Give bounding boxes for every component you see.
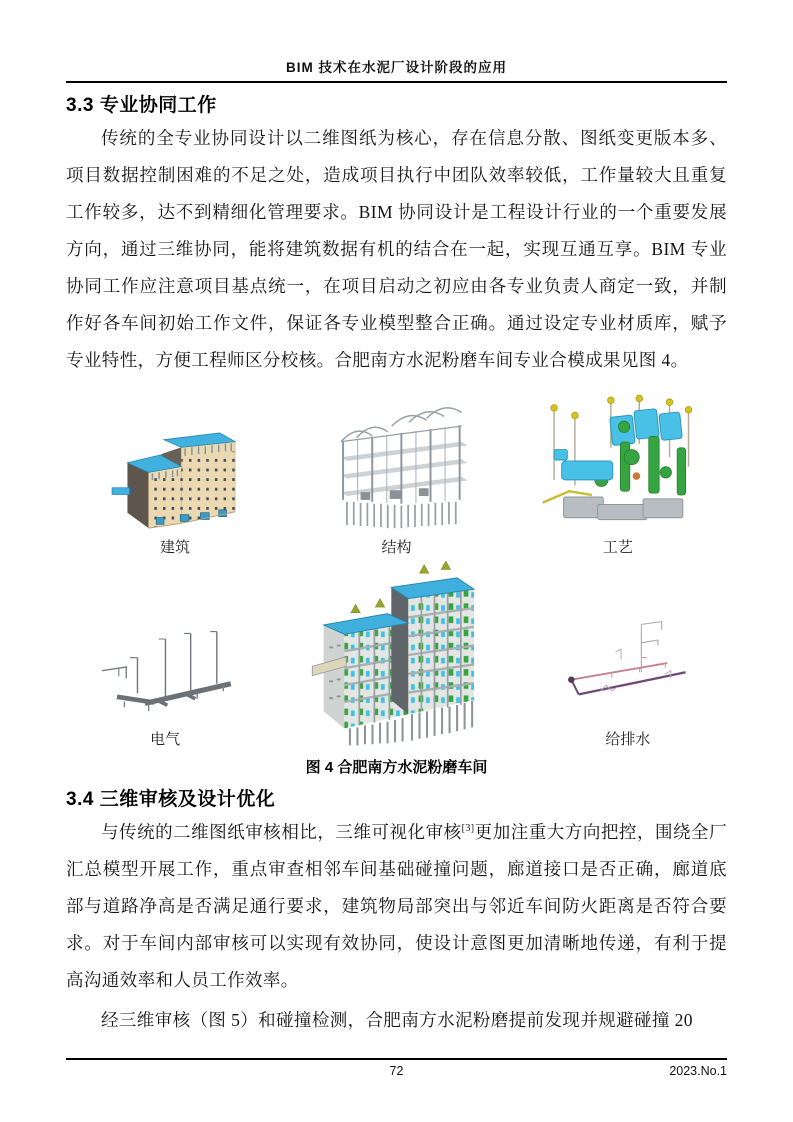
section-3-3-heading: 3.3 专业协同工作 [66,95,217,116]
figure-4-row-2 [66,561,727,749]
figure-cell-combined-model [264,561,528,749]
architecture-label: 建筑 [160,540,191,556]
para-text-after-ref: 更加注重大方向把控，围绕全厂汇总模型开展工作，重点审查相邻车间基础碰撞问题，廊道接口是否正确，廊道底部与道路净高是否满足通行要求，建筑物局部突出与邻近车间防火距离是否符合要求。对于车间内部审核可以实现有效协同，使设计意图更加清晰地传递，有利于提高沟通效率和人员工作效率。 [66,822,727,990]
figure-4 [66,389,727,777]
running-header [66,56,727,83]
figure-cell-structure [287,395,505,557]
process-label: 工艺 [602,540,633,556]
figure-cell-process [509,389,727,557]
structure-label: 结构 [381,540,412,556]
electrical-model-image [90,611,240,723]
section-3-4-paragraph-1 [66,814,727,999]
section-3-4-paragraph-2: 经三维审核（图 5）和碰撞检测，合肥南方水泥粉磨提前发现并规避碰撞 20 [101,1010,693,1030]
plumbing-label: 给排水 [605,732,651,748]
section-3-4-heading: 3.4 三维审核及设计优化 [66,789,276,810]
citation-ref-3: [3] [461,823,475,835]
plumbing-model-image [553,617,703,723]
figure-4-row-1 [66,389,727,557]
structure-model-image [321,395,473,531]
figure-cell-plumbing [529,617,727,749]
page-footer [66,1058,727,1084]
page-number: 72 [389,1064,404,1078]
architecture-model-image [108,407,243,531]
electrical-label: 电气 [150,732,181,748]
combined-model-image [296,561,496,749]
figure-4-caption: 图 4 合肥南方水泥粉磨车间 [305,759,488,776]
process-model-image [535,389,700,531]
section-3-3-paragraph: 传统的全专业协同设计以二维图纸为核心，存在信息分散、图纸变更版本多、项目数据控制困难的不足之处，造成项目执行中团队效率较低，工作量较大且重复工作较多，达不到精细化管理要求。BIM 协同设计是工程设计行业的一个重要发展方向，通过三维协同，能将建筑数据有机的结合在一起，实现互通互享。BIM 专业协同工作应注意项目基点统一，在项目启动之初应由各专业负责人商定一致，并制作好各车间初始工作文件，保证各专业模型整合正确。通过设定专业材质库，赋予专业特性，方便工程师区分校核。合肥南方水泥粉磨车间专业合模成果见图 4。 [66,128,727,370]
para-text-before-ref: 与传统的二维图纸审核相比，三维可视化审核 [101,822,462,842]
issue-label: 2023.No.1 [669,1064,727,1078]
figure-cell-architecture [66,407,284,557]
figure-cell-electrical [66,611,264,749]
running-title: BIM 技术在水泥厂设计阶段的应用 [286,60,507,75]
